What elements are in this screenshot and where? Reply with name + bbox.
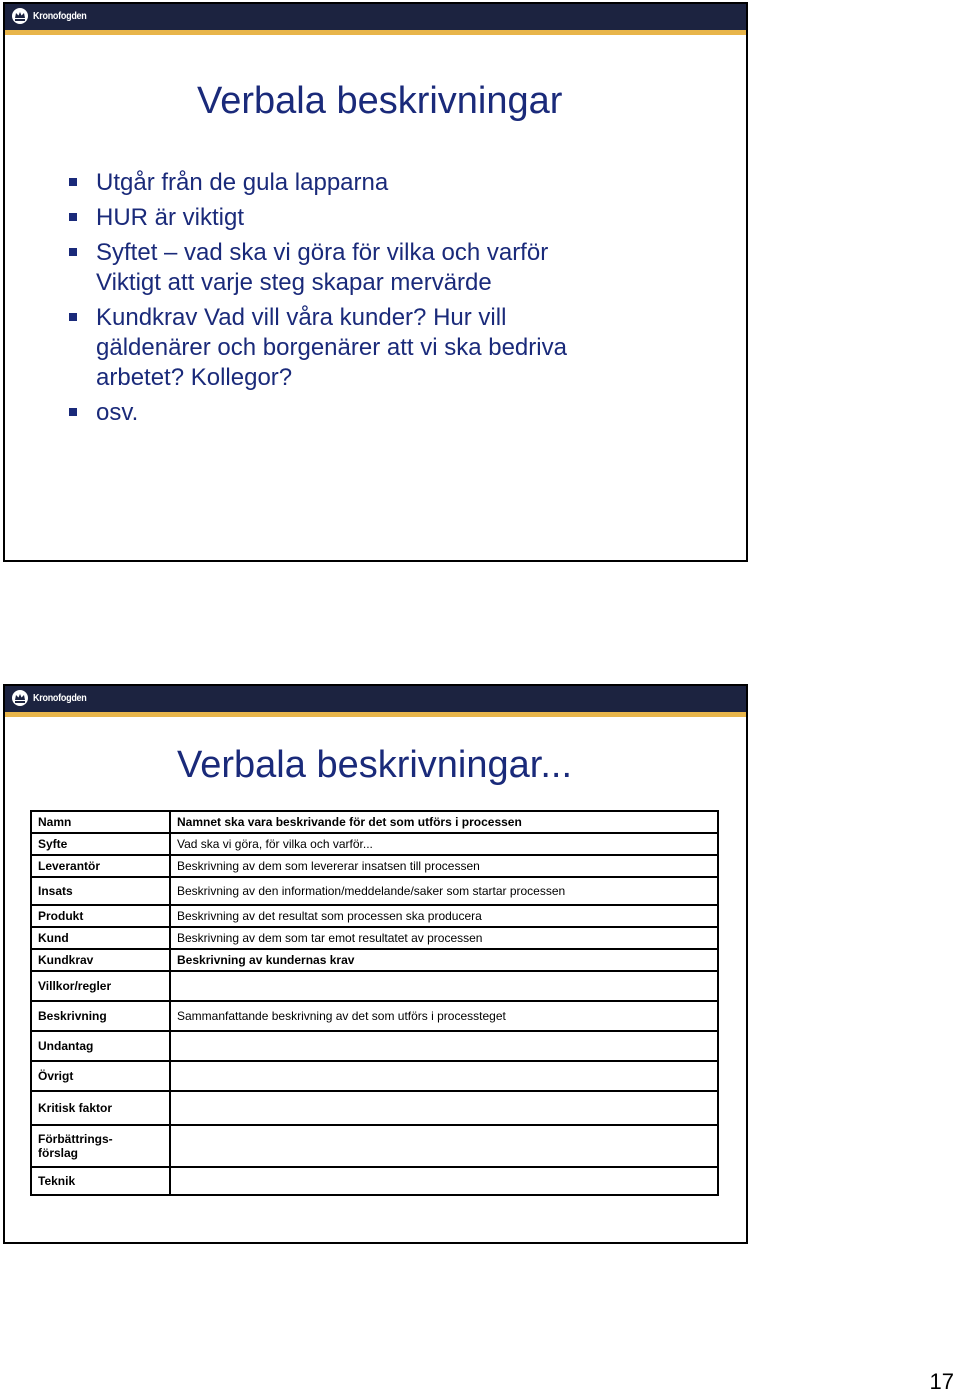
bullet-item — [69, 203, 709, 233]
kronofogden-logo — [11, 7, 92, 25]
field-description — [170, 1031, 718, 1061]
table-row — [31, 1091, 718, 1125]
table-row — [31, 811, 718, 833]
header-accent-line — [5, 712, 746, 717]
crown-emblem-icon — [11, 689, 29, 707]
bullet-text: Utgår från de gula lapparna — [96, 169, 389, 196]
table-row — [31, 1001, 718, 1031]
field-label: Leverantör — [31, 855, 170, 877]
field-label: Teknik — [31, 1167, 170, 1195]
field-label: Insats — [31, 877, 170, 905]
bullet-item — [69, 168, 709, 198]
bullet-text: HUR är viktigt — [96, 204, 245, 231]
slide-title: Verbala beskrivningar... — [177, 744, 573, 786]
table-row — [31, 1061, 718, 1091]
field-label: Namn — [31, 811, 170, 833]
field-description — [170, 1167, 718, 1195]
slide-verbala-beskrivningar-table — [3, 684, 748, 1244]
field-description: Sammanfattande beskrivning av det som utförs i processteget — [170, 1001, 718, 1031]
crown-emblem-icon — [11, 7, 29, 25]
slide-header-bar — [5, 4, 746, 30]
table-row — [31, 877, 718, 905]
table-row — [31, 949, 718, 971]
page-number: 17 — [929, 1369, 954, 1394]
field-label: Kundkrav — [31, 949, 170, 971]
bullet-text: Syftet – vad ska vi göra för vilka och varför — [96, 239, 549, 266]
field-label: Produkt — [31, 905, 170, 927]
bullet-text: gäldenärer och borgenärer att vi ska bedriva — [96, 334, 567, 361]
logo-wordmark: Kronofogden — [33, 692, 87, 704]
bullet-item — [69, 303, 709, 393]
field-description: Beskrivning av dem som tar emot resultatet av processen — [170, 927, 718, 949]
slide-title: Verbala beskrivningar — [197, 80, 563, 122]
bullet-text: Kundkrav Vad vill våra kunder? Hur vill — [96, 304, 507, 331]
table-row — [31, 927, 718, 949]
field-description — [170, 1125, 718, 1167]
bullet-text: osv. — [96, 399, 139, 426]
field-label: Beskrivning — [31, 1001, 170, 1031]
field-label: Kritisk faktor — [31, 1091, 170, 1125]
logo-wordmark: Kronofogden — [33, 10, 87, 22]
table-row — [31, 1031, 718, 1061]
field-description: Beskrivning av den information/meddelande/saker som startar processen — [170, 877, 718, 905]
square-bullet-icon — [69, 248, 77, 256]
bullet-text: arbetet? Kollegor? — [96, 364, 293, 391]
field-description: Beskrivning av dem som levererar insatsen till processen — [170, 855, 718, 877]
field-description: Namnet ska vara beskrivande för det som utförs i processen — [170, 811, 718, 833]
square-bullet-icon — [69, 213, 77, 221]
slide-verbala-beskrivningar — [3, 2, 748, 562]
field-label: Kund — [31, 927, 170, 949]
bullet-item — [69, 238, 709, 298]
field-description — [170, 971, 718, 1001]
kronofogden-logo — [11, 689, 92, 707]
field-description: Beskrivning av kundernas krav — [170, 949, 718, 971]
field-description — [170, 1091, 718, 1125]
slide-header-bar — [5, 686, 746, 712]
table-row — [31, 833, 718, 855]
bullet-text: Viktigt att varje steg skapar mervärde — [96, 269, 492, 296]
square-bullet-icon — [69, 313, 77, 321]
field-description — [170, 1061, 718, 1091]
field-label: Övrigt — [31, 1061, 170, 1091]
bullet-item — [69, 398, 709, 428]
field-label: Villkor/regler — [31, 971, 170, 1001]
header-accent-line — [5, 30, 746, 35]
field-label: Syfte — [31, 833, 170, 855]
table-row — [31, 1125, 718, 1167]
table-row — [31, 855, 718, 877]
table-row — [31, 971, 718, 1001]
square-bullet-icon — [69, 408, 77, 416]
bullet-list — [69, 168, 709, 433]
process-description-table — [30, 810, 719, 1196]
field-description: Beskrivning av det resultat som processen ska producera — [170, 905, 718, 927]
table-row — [31, 1167, 718, 1195]
field-label: Förbättrings- förslag — [31, 1125, 170, 1167]
field-label: Undantag — [31, 1031, 170, 1061]
table-row — [31, 905, 718, 927]
square-bullet-icon — [69, 178, 77, 186]
field-description: Vad ska vi göra, för vilka och varför... — [170, 833, 718, 855]
